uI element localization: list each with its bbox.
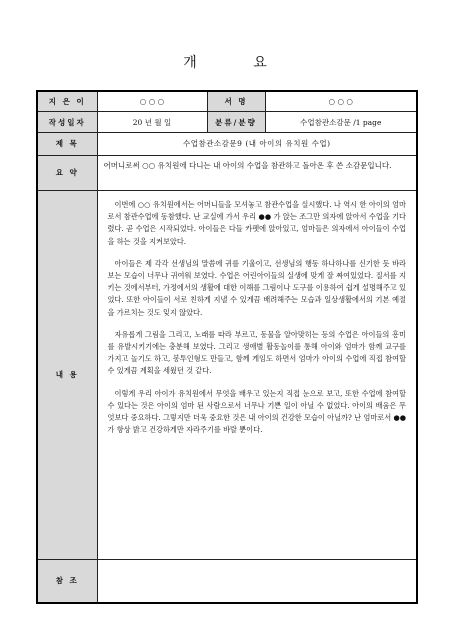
summary-value: 어머니로써 ○○ 유치원에 다니는 내 아이의 수업을 참관하고 돌아온 후 쓴 소감문입니다. (97, 155, 417, 190)
category-label: 분류/분량 (207, 112, 265, 133)
category-value: 수업참관소감문 /1 page (265, 112, 417, 133)
reference-label: 참 조 (37, 559, 97, 603)
date-value: 20 년 월 일 (97, 112, 207, 133)
reference-value (97, 559, 417, 603)
content-paragraph: 이렇게 우리 아이가 유치원에서 무엇을 배우고 있는지 직접 눈으로 보고, 또한 수업에 참여할 수 있다는 것은 아이의 엄마 된 사람으로서 너무나 기쁜 일이 아닐 수 없었다. 아이의 배움은 무엇보다 중요하다. 그렇지만 더욱 중요한 것은 내 아이의 건강한 모습이 아닐까? 난 엄마로서 ●● 가 항상 밝고 건강하게만 자라주기를 바랄 뿐이다. (107, 388, 406, 435)
author-value: ○ ○ ○ (97, 91, 207, 112)
content-paragraph: 이번에 ○○ 유치원에서는 어머니들을 모셔놓고 참관수업을 실시했다. 나 역시 한 아이의 엄마로서 참관수업에 동참했다. 난 교실에 가서 우리 ●● 가 앉는 조그만 의자에 앉아서 수업을 기다렸다. 곧 수업은 시작되었다. 아이들은 다들 카펫에 앉아있고, 엄마들은 의자에서 아이들이 수업을 하는 것을 지켜보았다. (107, 199, 406, 246)
overview-form-table (36, 90, 418, 604)
content-paragraph: 자유롭게 그림을 그리고, 노래를 따라 부르고, 동물을 알아맞히는 등의 수업은 아이들의 흥미를 유발시키기에는 충분해 보였다. 그리고 생애별 활동놀이를 통해 아이와 엄마가 함께 교구를 가지고 놀기도 하고, 봉투인형도 만들고, 함께 게임도 하면서 엄마가 아이의 수업에 직접 참여할 수 있게끔 계획을 세웠던 것 같다. (107, 329, 406, 376)
author-label: 지 은 이 (37, 91, 97, 112)
content-body (97, 190, 417, 559)
signature-label: 서 명 (207, 91, 265, 112)
signature-value: ○ ○ ○ (265, 91, 417, 112)
content-paragraph: 아이들은 제 각각 선생님의 말씀에 귀를 기울이고, 선생님의 행동 하나하나를 신기한 듯 바라보는 모습이 너무나 귀여워 보였다. 수업은 어린아이들의 실생에 맞게 잘 짜여있었다. 질서를 지키는 것에서부터, 가정에서의 생활에 대한 이해를 그림이나 도구를 이용하여 쉽게 설명해주고 있었다. 또한 아이들이 서로 친하게 지낼 수 있게끔 배려해주는 모습과 일상생활에서의 기본 예절을 가르치는 것도 잊지 않았다. (107, 258, 406, 317)
date-label: 작성일자 (37, 112, 97, 133)
page-title: 개 요 (183, 55, 293, 71)
subject-label: 제 목 (37, 132, 97, 155)
subject-value: 수업참관소감문9 (내 아이의 유치원 수업) (97, 132, 417, 155)
summary-label: 요 약 (37, 155, 97, 190)
content-label: 내 용 (37, 190, 97, 559)
